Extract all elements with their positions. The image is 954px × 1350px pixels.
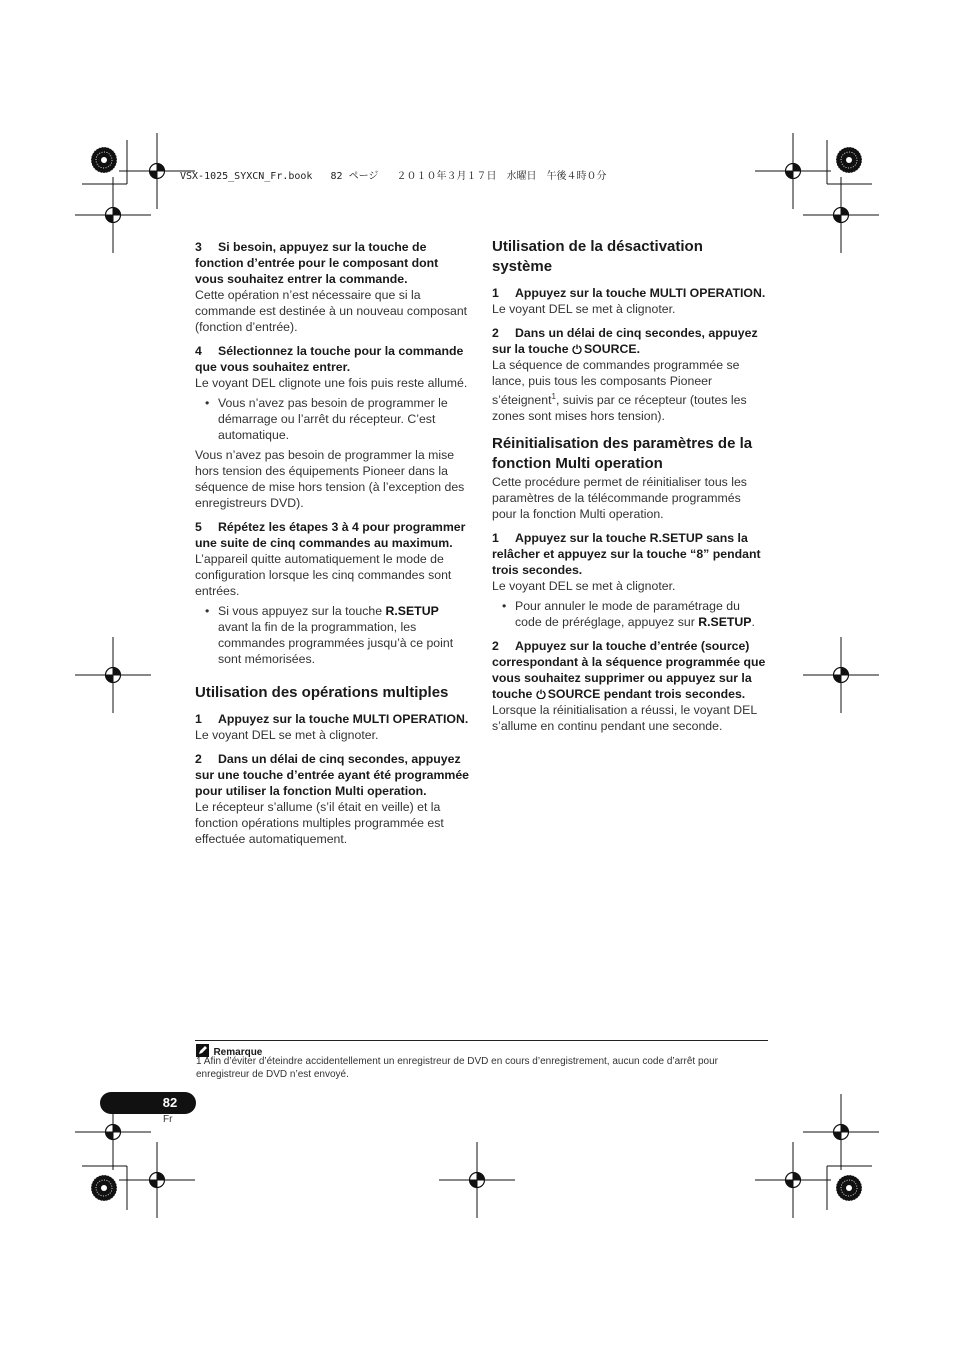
multi-step-1-heading: 1 Appuyez sur la touche MULTI OPERATION. (195, 712, 469, 726)
off-step-2-text: La séquence de commandes programmée se lance, puis tous les composants Pioneer s’éteignent$^1$, suivis par ce récepteur (toutes les zones sont mises hors tension). (492, 358, 747, 424)
section-heading-system-off: Utilisation de la désactivation système (492, 238, 703, 275)
footnote-ref: 1 (551, 392, 556, 401)
step-4-bullet: • Vous n’avez pas besoin de programmer le démarrage ou l’arrêt du récepteur. C’est automatique. (195, 395, 470, 443)
corner-marks-bottom-right (827, 1166, 872, 1210)
right-column (492, 237, 767, 734)
off-step-2-heading: 2 Dans un délai de cinq secondes, appuyez sur la touche SOURCE. (492, 326, 758, 356)
off-step-1-text: Le voyant DEL se met à clignoter. (492, 302, 676, 316)
step-4-heading: 4 Sélectionnez la touche pour la commande que vous souhaitez entrer. (195, 344, 464, 374)
page-number: 82 (162, 1095, 178, 1110)
power-icon (572, 344, 582, 354)
note-label: Remarque (213, 1047, 263, 1058)
multi-step-1-text: Le voyant DEL se met à clignoter. (195, 728, 379, 742)
step-3-text: Cette opération n’est nécessaire que si la commande est destinée à un nouveau composant (fonction d’entrée). (195, 288, 468, 334)
step-4-text-2: Vous n’avez pas besoin de programmer la mise hors tension des équipements Pioneer dans la séquence de mise hors tension (à l’exception des enregistreurs DVD). (195, 448, 465, 510)
header-page-ref: 82 ページ (330, 171, 379, 182)
page-language: Fr (163, 1114, 173, 1125)
rsetup-key-label: R.SETUP (385, 604, 439, 618)
rsetup-key-label: R.SETUP (698, 615, 752, 630)
header-date: ２０１０年３月１７日 水曜日 午後４時０分 (396, 171, 607, 182)
step-5-heading: 5 Répétez les étapes 3 à 4 pour programmer une suite de cinq commandes au maximum. (195, 520, 466, 550)
corner-marks-top-left (82, 140, 127, 184)
header-file: VSX-1025_SYXCN_Fr.book (180, 171, 313, 182)
corner-marks-top-right (827, 140, 872, 184)
step-4-text: Le voyant DEL clignote une fois puis reste allumé. (195, 376, 468, 390)
footnote-text: Afin d’éviter d’éteindre accidentellement un enregistreur de DVD en cours d’enregistrement, aucun code d’arrêt pour enregistreur de DVD n’est envoyé. (196, 1056, 718, 1080)
section-heading-multi: Utilisation des opérations multiples (195, 684, 449, 701)
reset-step-2-heading: 2 Appuyez sur la touche d’entrée (source) correspondant à la séquence programmée que vous souhaitez supprimer ou appuyez sur la touche SOURCE pendant trois secondes. (492, 639, 766, 702)
left-column (195, 239, 470, 847)
off-step-1-heading: 1 Appuyez sur la touche MULTI OPERATION. (492, 286, 766, 300)
step-5-bullet: • Si vous appuyez sur la touche R.SETUP avant la fin de la programmation, les commandes programmées jusqu’à ce point sont mémorisées. (195, 603, 470, 667)
multi-step-2-heading: 2 Dans un délai de cinq secondes, appuyez sur une touche d’entrée ayant été programmée pour utiliser la fonction Multi operation. (195, 752, 470, 798)
reset-step-1-bullet: • Pour annuler le mode de paramétrage du code de préréglage, appuyez sur R.SETUP. (492, 598, 767, 630)
step-3-heading: 3 Si besoin, appuyez sur la touche de fonction d’entrée pour le composant dont vous souhaitez entrer la commande. (195, 240, 439, 286)
power-icon (536, 689, 546, 699)
reset-step-2-text: Lorsque la réinitialisation a réussi, le voyant DEL s’allume en continu pendant une seconde. (492, 703, 757, 734)
step-5-text: L’appareil quitte automatiquement le mode de configuration lorsque les cinq commandes sont entrées. (195, 552, 452, 598)
reset-step-1-heading: 1 Appuyez sur la touche R.SETUP sans la relâcher et appuyez sur la touche “8” pendant trois secondes. (492, 531, 761, 578)
footnote (196, 1055, 771, 1081)
footnote-number: 1 (196, 1056, 202, 1067)
reset-intro: Cette procédure permet de réinitialiser tous les paramètres de la télécommande programmés pour la fonction Multi operation. (492, 475, 747, 522)
print-header (180, 167, 606, 182)
section-heading-reset: Réinitialisation des paramètres de la fonction Multi operation (492, 435, 753, 473)
reset-step-1-text: Le voyant DEL se met à clignoter. (492, 579, 676, 594)
footnote-rule (195, 1040, 768, 1041)
corner-marks-bottom-left (82, 1166, 127, 1210)
multi-step-2-text: Le récepteur s’allume (s’il était en veille) et la fonction opérations multiples programmée est effectuée automatiquement. (195, 800, 444, 846)
